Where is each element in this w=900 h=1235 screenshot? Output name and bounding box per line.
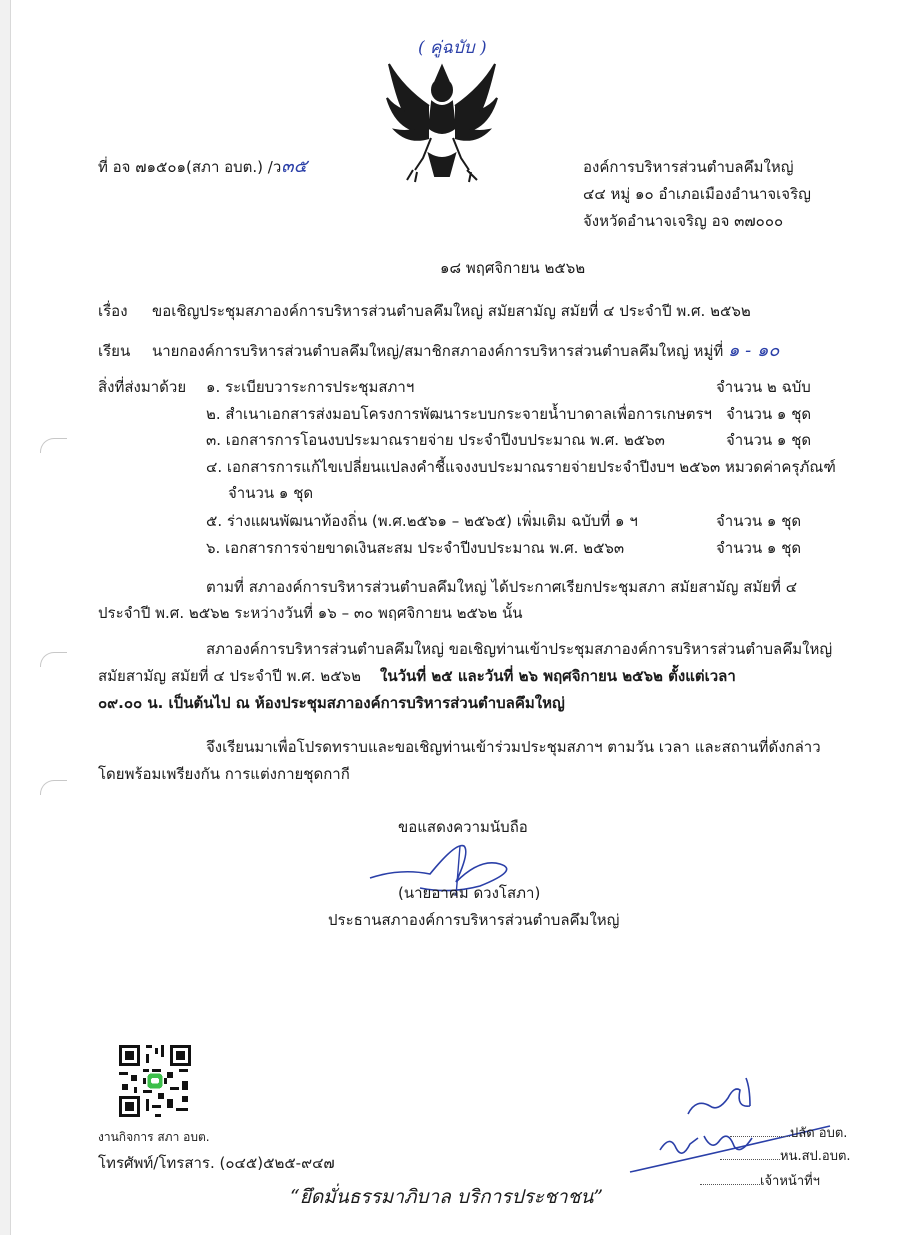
signer-name: (นายอาคม ดวงโสภา) (398, 884, 541, 902)
para2-line2: สมัยสามัญ สมัยที่ ๔ ประจำปี พ.ศ. ๒๕๖๒ ในวันที่ ๒๕ และวันที่ ๒๖ พฤศจิกายน ๒๕๖๒ ตั้งแต่เวลา (98, 667, 736, 685)
org-address-line1: ๔๔ หมู่ ๑๐ อำเภอเมืองอำนาจเจริญ (583, 185, 811, 203)
footer-dept: งานกิจการ สภา อบต. (98, 1130, 210, 1144)
recipient-text: นายกองค์การบริหารส่วนตำบลคึมใหญ่/สมาชิกสภาองค์การบริหารส่วนตำบลคึมใหญ่ หมู่ที่ ๑ - ๑๐ (152, 340, 780, 361)
approval-head: หน.สป.อบต. (720, 1145, 851, 1166)
letter-date: ๑๘ พฤศจิกายน ๒๕๖๒ (440, 259, 586, 277)
recipient-label: เรียน (98, 342, 131, 360)
approval-chief: ปลัด อบต. (730, 1122, 847, 1143)
para2-line1: สภาองค์การบริหารส่วนตำบลคึมใหญ่ ขอเชิญท่านเข้าประชุมสภาองค์การบริหารส่วนตำบลคึมใหญ่ (206, 640, 833, 658)
enclosure-item: ๓. เอกสารการโอนงบประมาณรายจ่าย ประจำปีงบประมาณ พ.ศ. ๒๕๖๓ (206, 431, 665, 449)
margin-mark (40, 652, 67, 667)
enclosure-item: ๖. เอกสารการจ่ายขาดเงินสะสม ประจำปีงบประมาณ พ.ศ. ๒๕๖๓ (206, 539, 625, 557)
para1-line1: ตามที่ สภาองค์การบริหารส่วนตำบลคึมใหญ่ ได้ประกาศเรียกประชุมสภา สมัยสามัญ สมัยที่ ๔ (206, 578, 798, 596)
subject-label: เรื่อง (98, 302, 128, 320)
enclosure-qty: จำนวน ๒ ฉบับ (716, 378, 811, 396)
enclosure-qty: จำนวน ๑ ชุด (716, 512, 802, 530)
enclosure-qty: จำนวน ๑ ชุด (228, 484, 314, 502)
para1-line2: ประจำปี พ.ศ. ๒๕๖๒ ระหว่างวันที่ ๑๖ – ๓๐ พฤศจิกายน ๒๕๖๒ นั้น (98, 604, 523, 622)
garuda-emblem-icon (383, 58, 501, 186)
para2-line3: ๐๙.๐๐ น. เป็นต้นไป ณ ห้องประชุมสภาองค์การบริหารส่วนตำบลคึมใหญ่ (98, 694, 565, 712)
enclosure-item: ๒. สำเนาเอกสารส่งมอบโครงการพัฒนาระบบกระจายน้ำบาดาลเพื่อการเกษตรฯ (206, 405, 712, 423)
handwritten-ref: ๓๕ (281, 156, 308, 177)
para3-line1: จึงเรียนมาเพื่อโปรดทราบและขอเชิญท่านเข้าร่วมประชุมสภาฯ ตามวัน เวลา และสถานที่ดังกล่าว (206, 738, 821, 756)
margin-mark (40, 780, 67, 795)
enclosures-label: สิ่งที่ส่งมาด้วย (98, 378, 187, 396)
enclosure-qty: จำนวน ๑ ชุด (716, 539, 802, 557)
enclosure-item: ๕. ร่างแผนพัฒนาท้องถิ่น (พ.ศ.๒๕๖๑ – ๒๕๖๕) เพิ่มเติม ฉบับที่ ๑ ฯ (206, 512, 638, 530)
org-address-line2: จังหวัดอำนาจเจริญ อจ ๓๗๐๐๐ (583, 212, 784, 230)
handwritten-copy-note: ( คู่ฉบับ ) (418, 38, 487, 58)
org-name: องค์การบริหารส่วนตำบลคึมใหญ่ (583, 158, 794, 176)
handwritten-villages: ๑ - ๑๐ (728, 340, 780, 361)
qr-code-icon (116, 1042, 194, 1120)
margin-mark (40, 438, 67, 453)
enclosure-item: ๑. ระเบียบวาระการประชุมสภาฯ (206, 378, 415, 396)
para3-line2: โดยพร้อมเพรียงกัน การแต่งกายชุดกากี (98, 765, 350, 783)
enclosure-qty: จำนวน ๑ ชุด (726, 405, 812, 423)
footer-phone: โทรศัพท์/โทรสาร. (๐๔๕)๕๒๕-๙๔๗ (98, 1154, 335, 1172)
closing: ขอแสดงความนับถือ (398, 818, 528, 836)
approval-officer: เจ้าหน้าที่ฯ (700, 1170, 820, 1191)
subject-text: ขอเชิญประชุมสภาองค์การบริหารส่วนตำบลคึมใหญ่ สมัยสามัญ สมัยที่ ๔ ประจำปี พ.ศ. ๒๕๖๒ (152, 302, 751, 320)
signer-title: ประธานสภาองค์การบริหารส่วนตำบลคึมใหญ่ (328, 911, 620, 929)
enclosure-qty: จำนวน ๑ ชุด (726, 431, 812, 449)
motto: “ยึดมั่นธรรมาภิบาล บริการประชาชน” (290, 1186, 604, 1208)
enclosure-item: ๔. เอกสารการแก้ไขเปลี่ยนแปลงคำชี้แจงงบประมาณรายจ่ายประจำปีงบฯ ๒๕๖๓ หมวดค่าครุภัณฑ์ (206, 458, 836, 476)
page-edge (0, 0, 11, 1235)
reference-number: ที่ อจ ๗๑๕๐๑(สภา อบต.) /ว๓๕ (98, 156, 308, 177)
